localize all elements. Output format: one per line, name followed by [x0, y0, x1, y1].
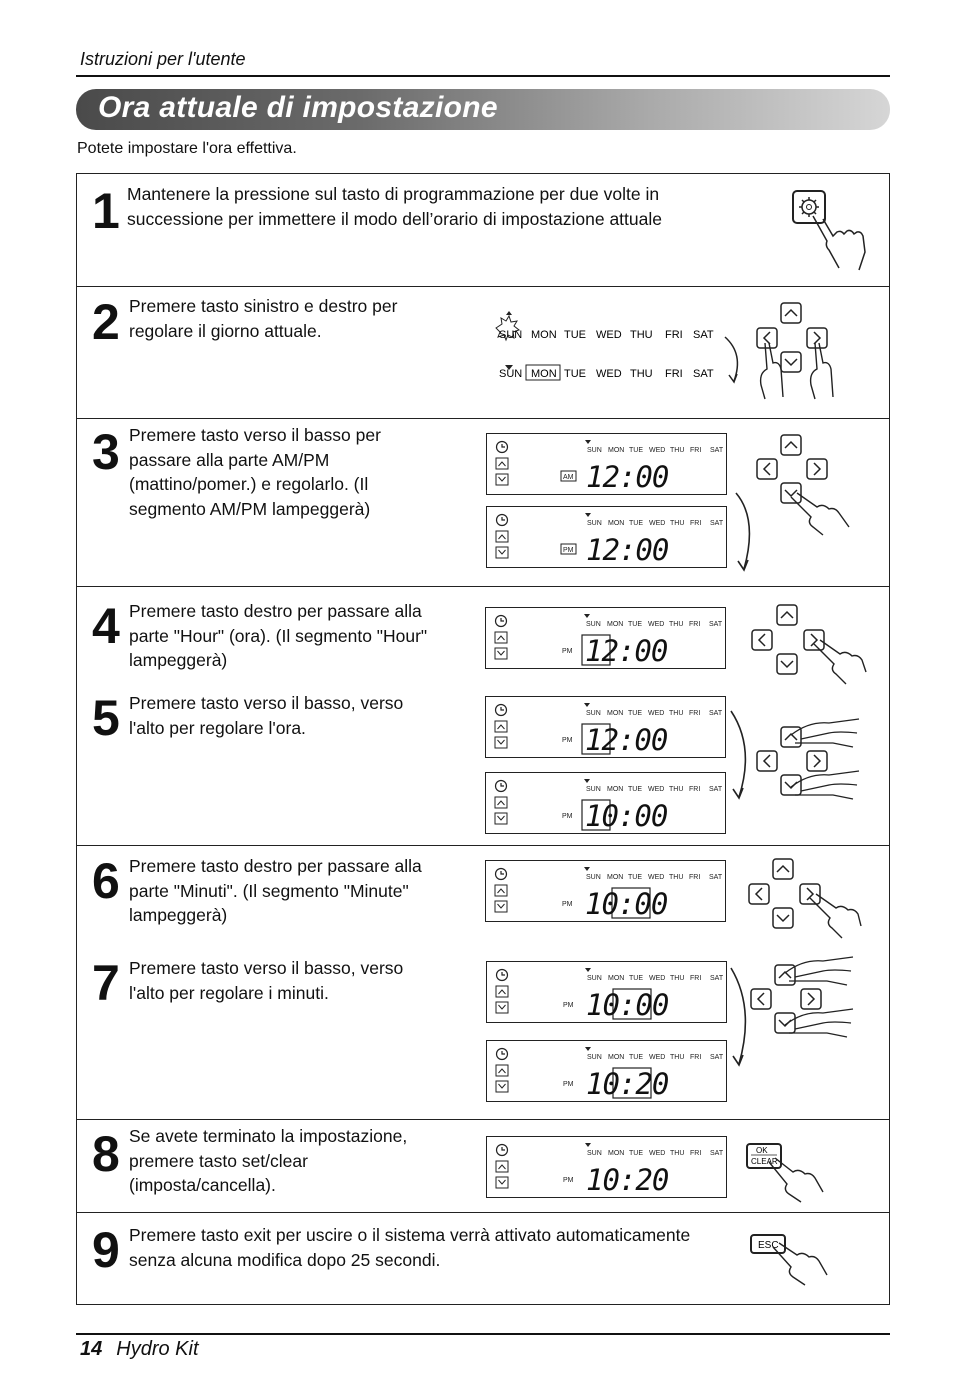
lcd-day-label: TUE [628, 786, 642, 793]
clock-icon [496, 616, 507, 627]
step-number: 8 [92, 1126, 120, 1182]
lcd-day-label: MON [607, 874, 624, 881]
lcd-day-label: WED [649, 1150, 666, 1157]
lcd-day-label: SUN [587, 975, 602, 982]
lcd-day-label: THU [670, 1054, 685, 1061]
lcd-display [485, 696, 726, 758]
day-label: SUN [499, 368, 523, 380]
clock-icon [497, 515, 508, 526]
lcd-day-label: SAT [709, 621, 723, 628]
lcd-day-label: SAT [709, 710, 723, 717]
am-pm-label: PM [562, 901, 573, 908]
lcd-time: 12:00 [585, 723, 668, 757]
lcd-display [486, 1040, 727, 1102]
step-6-7-row [77, 846, 889, 1120]
product-name: Hydro Kit [116, 1338, 199, 1360]
day-indicator-icon [585, 1047, 591, 1051]
lcd-day-label: TUE [628, 874, 642, 881]
step-text: Premere tasto verso il basso, verso l'alto per regolare l'ora. [129, 693, 404, 738]
lcd-day-label: WED [649, 520, 666, 527]
lcd-day-label: WED [648, 874, 665, 881]
step-text: Mantenere la pressione sul tasto di programmazione per due volte in successione per immettere il modo dell’orario di impostazione attuale [127, 184, 662, 229]
step-text: Se avete terminato la impostazione, premere tasto set/clear (imposta/cancella). [129, 1126, 408, 1195]
ok-label: OK [756, 1146, 768, 1155]
lcd-time: 10:00 [586, 988, 669, 1022]
clock-icon [497, 970, 508, 981]
down-arrow-icon [495, 813, 507, 824]
lcd-day-label: TUE [629, 520, 643, 527]
arrow-keypad-down-icon [747, 431, 857, 541]
lcd-day-label: MON [608, 1054, 625, 1061]
lcd-day-label: MON [607, 710, 624, 717]
arrow-keypad-right-icon [742, 602, 867, 692]
step-number: 1 [92, 183, 120, 239]
am-pm-label: AM [563, 474, 574, 481]
clock-icon [496, 869, 507, 880]
arrow-keypad-up-down-icon [745, 949, 860, 1039]
lcd-day-label: THU [669, 786, 684, 793]
step-8-row [77, 1120, 889, 1213]
clock-icon [497, 1145, 508, 1156]
lcd-display [485, 860, 726, 922]
lcd-display [486, 961, 727, 1023]
am-pm-label: PM [563, 1177, 574, 1184]
lcd-day-label: TUE [629, 1054, 643, 1061]
lcd-day-label: SUN [586, 710, 601, 717]
lcd-display [486, 433, 727, 495]
am-pm-label: PM [562, 737, 573, 744]
clear-label: CLEAR [751, 1157, 778, 1166]
lcd-time: 12:00 [586, 460, 669, 494]
ok-clear-button-press-icon [745, 1140, 830, 1210]
step-text: Premere tasto destro per passare alla parte "Minuti". (Il segmento "Minute" lampeggerà) [129, 856, 422, 925]
lcd-time: 10:00 [585, 799, 668, 833]
step-1-row [77, 174, 889, 287]
step-text: Premere tasto verso il basso per passare alla parte AM/PM (mattino/pomer.) e regolarlo. (Il segmento AM/PM lampeggerà) [129, 425, 381, 519]
lcd-day-label: TUE [629, 447, 643, 454]
step-4-5-row [77, 587, 889, 846]
lcd-day-label: FRI [690, 447, 702, 454]
esc-button-press-icon [749, 1231, 834, 1291]
day-label: THU [630, 329, 653, 341]
clock-icon [497, 442, 508, 453]
lcd-day-label: WED [648, 786, 665, 793]
day-label: MON [531, 329, 557, 341]
lcd-day-label: TUE [629, 975, 643, 982]
day-indicator-icon [585, 1143, 591, 1147]
lcd-display [485, 607, 726, 669]
lcd-day-label: WED [648, 710, 665, 717]
lcd-day-label: FRI [689, 874, 701, 881]
lcd-display [485, 772, 726, 834]
lcd-day-label: FRI [689, 786, 701, 793]
step-number: 2 [92, 294, 120, 350]
lcd-day-label: SAT [709, 786, 723, 793]
lcd-day-label: FRI [690, 520, 702, 527]
clock-icon [496, 705, 507, 716]
section-title: Ora attuale di impostazione [98, 91, 498, 124]
page-number: 14 [80, 1338, 103, 1360]
down-arrow-icon [495, 737, 507, 748]
lcd-time: 12:00 [585, 634, 668, 668]
steps-table [76, 173, 890, 1305]
lcd-day-label: THU [670, 1150, 685, 1157]
intro-text: Potete impostare l'ora effettiva. [77, 140, 297, 157]
down-arrow-icon [495, 648, 507, 659]
lcd-day-label: WED [649, 1054, 666, 1061]
lcd-day-label: TUE [628, 621, 642, 628]
down-arrow-icon [496, 1081, 508, 1092]
down-arrow-icon [496, 1002, 508, 1013]
step-text: Premere tasto exit per uscire o il sistema verrà attivato automaticamente senza alcuna modifica dopo 25 secondi. [129, 1225, 691, 1270]
lcd-day-label: THU [670, 447, 685, 454]
step-number: 5 [92, 690, 120, 746]
lcd-day-label: SAT [710, 975, 724, 982]
day-label: THU [630, 368, 653, 380]
lcd-day-label: SAT [710, 520, 724, 527]
step-3-row [77, 419, 889, 587]
step-number: 3 [92, 424, 120, 480]
am-pm-label: PM [563, 547, 574, 554]
step-text: Premere tasto sinistro e destro per regolare il giorno attuale. [129, 296, 398, 341]
lcd-day-label: SUN [587, 447, 602, 454]
lcd-day-label: MON [607, 786, 624, 793]
esc-label: ESC [758, 1240, 779, 1251]
up-arrow-icon [495, 721, 507, 732]
lcd-day-label: TUE [628, 710, 642, 717]
lcd-day-label: SUN [587, 1150, 602, 1157]
step-number: 9 [92, 1222, 120, 1278]
footer [80, 1338, 199, 1361]
lcd-time: 10:20 [586, 1067, 669, 1101]
day-indicator-icon [584, 703, 590, 707]
day-label: FRI [665, 329, 683, 341]
step-number: 6 [92, 853, 120, 909]
up-arrow-icon [496, 531, 508, 542]
lcd-day-label: THU [670, 520, 685, 527]
lcd-day-label: MON [607, 621, 624, 628]
day-selector-diagram [482, 309, 752, 399]
day-indicator-icon [584, 614, 590, 618]
arrow-keypad-right-icon [737, 856, 862, 946]
up-arrow-icon [495, 885, 507, 896]
day-indicator-icon [584, 867, 590, 871]
up-arrow-icon [495, 797, 507, 808]
lcd-day-label: THU [669, 621, 684, 628]
lcd-day-label: SAT [709, 874, 723, 881]
step-9-row [77, 1213, 889, 1304]
day-indicator-icon [585, 440, 591, 444]
up-arrow-icon [496, 986, 508, 997]
lcd-day-label: SUN [587, 1054, 602, 1061]
lcd-day-label: MON [608, 447, 625, 454]
day-label: SUN [499, 329, 523, 341]
lcd-day-label: FRI [689, 710, 701, 717]
lcd-day-label: MON [608, 975, 625, 982]
lcd-day-label: MON [608, 520, 625, 527]
lcd-day-label: MON [608, 1150, 625, 1157]
lcd-day-label: SAT [710, 1054, 724, 1061]
clock-icon [497, 1049, 508, 1060]
lcd-day-label: FRI [689, 621, 701, 628]
day-label: TUE [564, 368, 586, 380]
step-2-row [77, 287, 889, 419]
up-arrow-icon [496, 1161, 508, 1172]
day-label: SAT [693, 329, 714, 341]
lcd-day-label: THU [669, 710, 684, 717]
am-pm-label: PM [563, 1081, 574, 1088]
section-title-bar [76, 89, 890, 130]
step-text: Premere tasto verso il basso, verso l'alto per regolare i minuti. [129, 958, 404, 1003]
running-header: Istruzioni per l'utente [80, 49, 246, 69]
step-number: 4 [92, 598, 120, 654]
lcd-day-label: WED [649, 975, 666, 982]
lcd-day-label: SAT [710, 1150, 724, 1157]
lcd-display [486, 506, 727, 568]
lcd-day-label: SUN [586, 786, 601, 793]
day-label: SAT [693, 368, 714, 380]
lcd-day-label: WED [649, 447, 666, 454]
arrow-keypad-up-down-icon [749, 711, 864, 801]
up-arrow-icon [495, 632, 507, 643]
clock-icon [496, 781, 507, 792]
lcd-day-label: FRI [690, 1150, 702, 1157]
day-label: TUE [564, 329, 586, 341]
step-number: 7 [92, 955, 120, 1011]
lcd-time: 12:00 [586, 533, 669, 567]
lcd-display [486, 1136, 727, 1198]
lcd-day-label: THU [670, 975, 685, 982]
down-arrow-icon [495, 901, 507, 912]
lcd-day-label: SUN [587, 520, 602, 527]
footer-rule [76, 1333, 890, 1335]
day-indicator-icon [584, 779, 590, 783]
day-indicator-icon [585, 968, 591, 972]
lcd-time: 10:20 [586, 1163, 669, 1197]
lcd-day-label: FRI [690, 975, 702, 982]
step-text: Premere tasto destro per passare alla parte "Hour" (ora). (Il segmento "Hour" lampeggerà) [129, 601, 428, 670]
header-rule [76, 75, 890, 77]
am-pm-label: PM [562, 648, 573, 655]
day-label: WED [596, 329, 622, 341]
down-arrow-icon [496, 547, 508, 558]
day-label: WED [596, 368, 622, 380]
day-label: MON [531, 368, 557, 380]
lcd-day-label: THU [669, 874, 684, 881]
day-label: FRI [665, 368, 683, 380]
down-arrow-icon [496, 1177, 508, 1188]
lcd-day-label: SAT [710, 447, 724, 454]
am-pm-label: PM [562, 813, 573, 820]
lcd-time: 10:00 [585, 887, 668, 921]
arrow-keypad-left-right-icon [749, 299, 859, 409]
lcd-day-label: SUN [586, 874, 601, 881]
down-arrow-icon [496, 474, 508, 485]
up-arrow-icon [496, 458, 508, 469]
lcd-day-label: FRI [690, 1054, 702, 1061]
lcd-day-label: WED [648, 621, 665, 628]
program-button-press-icon [789, 186, 869, 276]
day-indicator-icon [585, 513, 591, 517]
up-arrow-icon [496, 1065, 508, 1076]
lcd-day-label: TUE [629, 1150, 643, 1157]
am-pm-label: PM [563, 1002, 574, 1009]
lcd-day-label: SUN [586, 621, 601, 628]
